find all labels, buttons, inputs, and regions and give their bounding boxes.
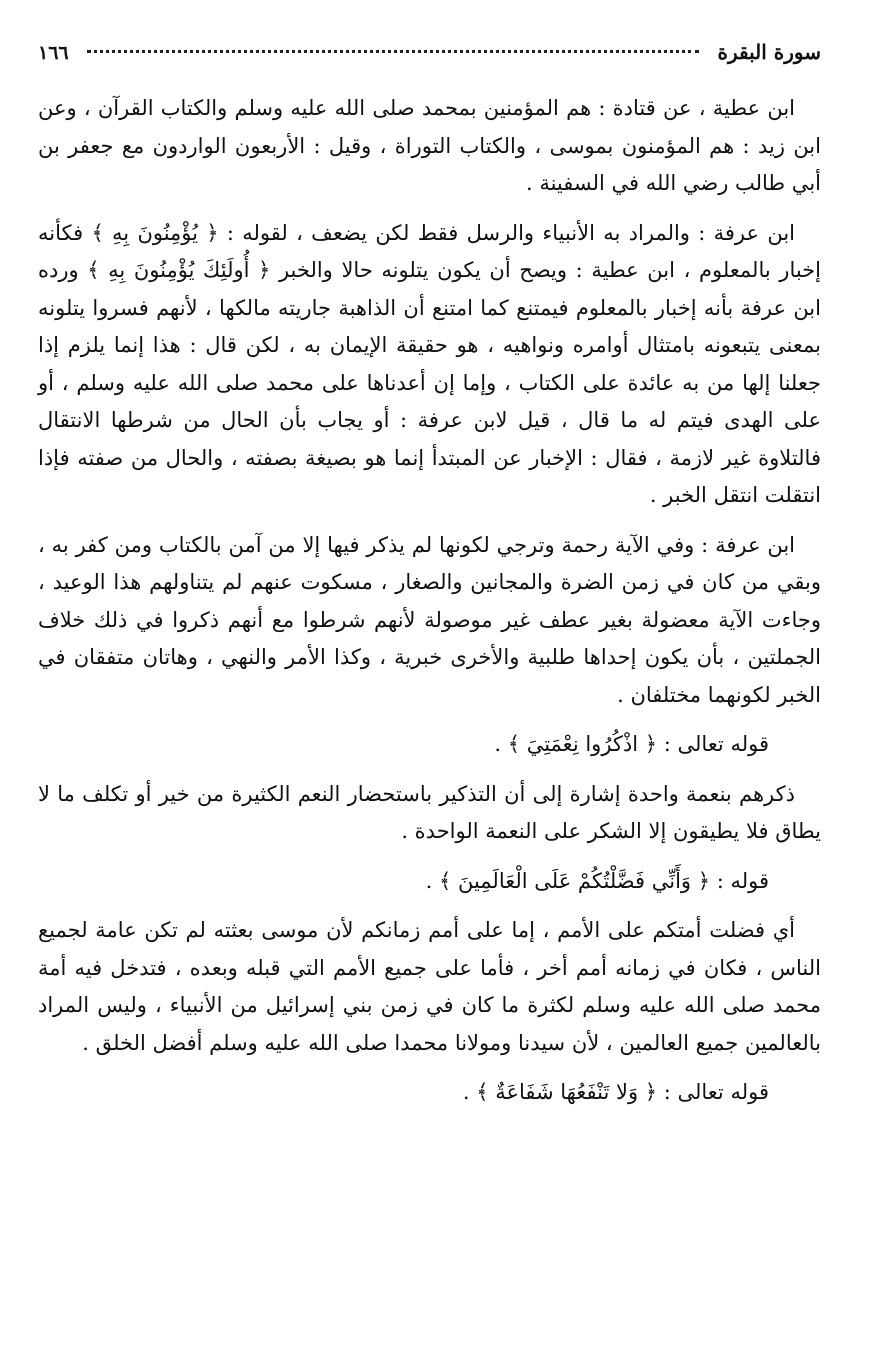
body-text — [38, 90, 821, 1112]
page-number: ١٦٦ — [38, 42, 69, 64]
running-header — [38, 40, 821, 76]
surah-title: سورة البقرة — [717, 40, 821, 64]
book-page — [38, 40, 821, 1327]
paragraph-single-favor: ذكرهم بنعمة واحدة إشارة إلى أن التذكير باستحضار النعم الكثيرة من خير أو تكلف ما لا يطاق فلا يطيقون إلا الشكر على النعمة الواحدة . — [38, 781, 821, 843]
verse-heading-remember-favor: قوله تعالى : ﴿ اذْكُرُوا نِعْمَتِيَ ﴾ . — [494, 732, 769, 756]
paragraph-ibn-arafa-prophets: ابن عرفة : والمراد به الأنبياء والرسل فقط لكن يضعف ، لقوله : ﴿ يُؤْمِنُونَ بِهِ ﴾ فكأنه إخبار بالمعلوم ، ابن عطية : ويصح أن يكون يتلونه حالا والخبر ﴿ أُولَئِكَ يُؤْمِنُونَ بِهِ ﴾ ورده ابن عرفة بأنه إخبار بالمعلوم فيمتنع كما امتنع أن الذاهبة جاريته مالكها ، لأنهم فسروا يتلونه بمعنى يتبعونه بامتثال أوامره ونواهيه ، هو حقيقة الإيمان به ، لكن قال : هذا إنما يلزم إذا جعلنا إلها من به عائدة على الكتاب ، وإما إن أعدناها على محمد صلى الله عليه وسلم ، أو على الهدى فيتم له ما قال ، قيل لابن عرفة : أو يجاب بأن الحال من شرطها الانتقال فالتلاوة غير لازمة ، فقال : الإخبار عن المبتدأ إنما هو بصيغة بصفته ، والحال من صفته فإذا انتقلت انتقل الخبر . — [38, 220, 821, 507]
paragraph-ibn-atiyya-qatada: ابن عطية ، عن قتادة : هم المؤمنين بمحمد صلى الله عليه وسلم والكتاب القرآن ، وعن ابن زيد : هم المؤمنون بموسى ، والكتاب التوراة ، وقيل : الأربعون الواردون مع جعفر بن أبي طالب رضي الله في السفينة . — [38, 96, 821, 195]
verse-heading-no-intercession: قوله تعالى : ﴿ وَلا تَنْفَعُهَا شَفَاعَةٌ ﴾ . — [462, 1080, 769, 1104]
verse-heading-preferred-over-worlds: قوله : ﴿ وَأَنِّي فَضَّلْتُكُمْ عَلَى الْعَالَمِينَ ﴾ . — [425, 868, 769, 893]
paragraph-ibn-arafa-mercy: ابن عرفة : وفي الآية رحمة وترجي لكونها لم يذكر فيها إلا من آمن بالكتاب ومن كفر به ، وبقي من كان في زمن الضرة والمجانين والصغار ، مسكوت عنهم لم يتناولهم هذا الوعيد ، وجاءت الآية معضولة بغير عطف غير موصولة لأنهم شرطوا مع أنهم ذكروا في ذلك خلاف الجملتين ، بأن يكون إحداها طلبية والأخرى خبرية ، وكذا الأمر والنهي ، وهاتان متفقان في الخبر لكونهما مختلفان . — [38, 532, 821, 707]
header-dotted-leader — [87, 50, 700, 53]
paragraph-preferred-nations: أي فضلت أمتكم على الأمم ، إما على أمم زمانكم لأن موسى بعثته لم تكن عامة لجميع الناس ، فكان في زمانه أمم أخر ، فأما على جميع الأمم التي قبله وبعده ، فتدخل فيه أمة محمد صلى الله عليه وسلم لكثرة ما كان في زمن بني إسرائيل من الأنبياء ، وليس المراد بالعالمين جميع العالمين ، لأن سيدنا ومولانا محمدا صلى الله عليه وسلم أفضل الخلق . — [38, 918, 821, 1055]
